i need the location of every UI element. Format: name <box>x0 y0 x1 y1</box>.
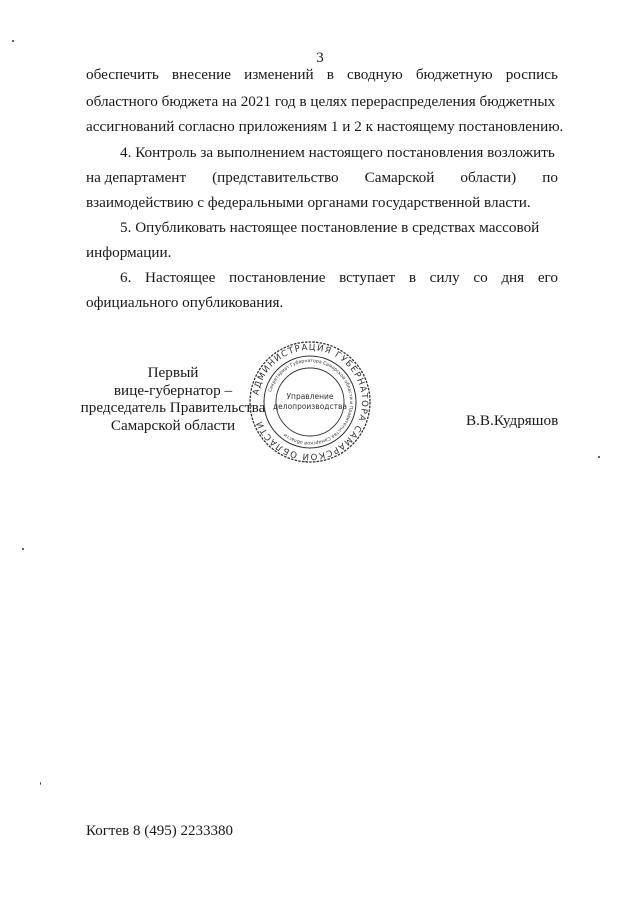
stamp-center-line-1: Управление <box>286 392 334 401</box>
signatory-name: В.В.Кудряшов <box>466 412 559 429</box>
word: постановление <box>229 269 326 286</box>
word: внесение <box>171 66 231 83</box>
word: его <box>537 269 558 286</box>
word: дня <box>501 269 525 286</box>
word: Настоящее <box>145 269 216 286</box>
paragraph-5-line-2: информации. <box>86 244 172 261</box>
word: сводную <box>346 66 403 83</box>
word: силу <box>429 269 460 286</box>
signatory-position <box>78 364 268 434</box>
word: в <box>408 269 417 286</box>
position-line: Первый <box>147 364 199 381</box>
paragraph-1-line-2: областного бюджета на 2021 год в целях перераспределения бюджетных <box>86 93 556 110</box>
paragraph-4-line-3: взаимодействию с федеральными органами государственной власти. <box>86 194 531 211</box>
word: роспись <box>505 66 558 83</box>
scan-speck <box>598 456 600 458</box>
word: бюджетную <box>415 66 493 83</box>
paragraph-1-line-1 <box>86 66 558 84</box>
word: изменений <box>244 66 314 83</box>
executor-contact: Когтев 8 (495) 2233380 <box>86 823 233 839</box>
word: области) <box>460 169 517 186</box>
page-number: 3 <box>316 50 324 66</box>
word: вступает <box>339 269 396 286</box>
word: (представительство <box>212 169 339 186</box>
word: 6. <box>120 269 132 286</box>
paragraph-4-line-2 <box>86 169 558 187</box>
scan-speck <box>22 548 24 550</box>
scan-speck <box>40 782 41 785</box>
stamp-center-line-2: делопроизводства <box>272 402 348 411</box>
word: на департамент <box>86 169 187 186</box>
position-line: председатель Правительства <box>80 399 266 416</box>
position-line: вице-губернатор – <box>113 381 233 399</box>
paragraph-6-line-2: официального опубликования. <box>86 294 284 311</box>
paragraph-5-line-1: 5. Опубликовать настоящее постановление в средствах массовой <box>120 219 540 236</box>
paragraph-4-line-1: 4. Контроль за выполнением настоящего постановления возложить <box>120 144 555 161</box>
word: в <box>326 66 334 83</box>
scan-speck <box>12 40 14 42</box>
word: Самарской <box>364 169 435 186</box>
word: со <box>473 269 488 286</box>
position-line: Самарской области <box>110 416 236 434</box>
paragraph-1-line-3: ассигнований согласно приложениям 1 и 2 к настоящему постановлению. <box>86 118 564 135</box>
stamp-outer-text: АДМИНИСТРАЦИЯ ГУБЕРНАТОРА САМАРСКОЙ ОБЛАСТИ <box>251 342 370 462</box>
official-stamp <box>248 340 372 464</box>
stamp-inner-text: Секретариат Губернатора Самарской области и Правительства Самарской области <box>268 358 354 446</box>
word: обеспечить <box>86 66 159 83</box>
paragraph-6-line-1 <box>120 269 558 287</box>
word: по <box>542 169 558 186</box>
